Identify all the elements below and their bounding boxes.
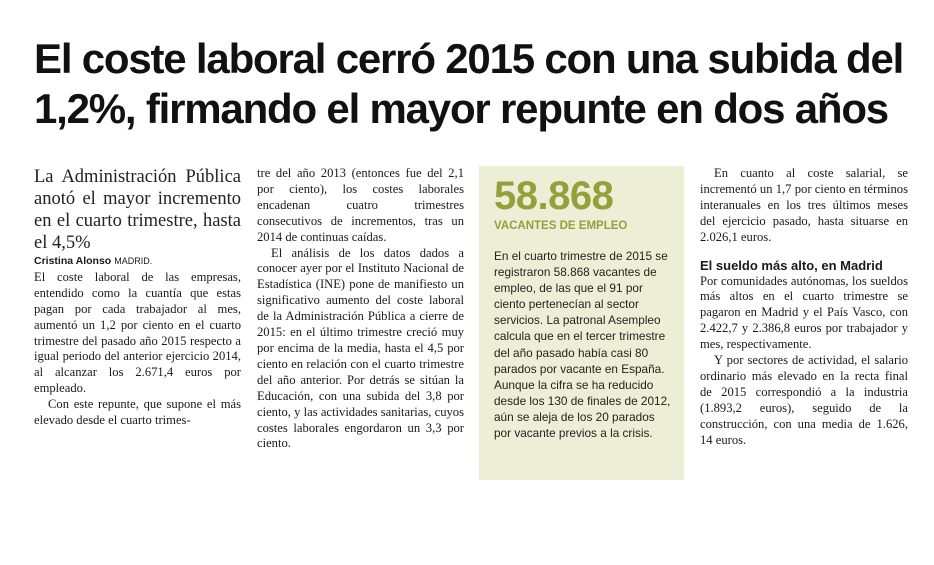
paragraph: En cuanto al coste salarial, se incrementó un 1,7 por ciento en términos interanuales en los tres últimos meses del ejercicio pasado, hasta situarse en 2.026,1 euros. bbox=[700, 166, 908, 244]
paragraph: tre del año 2013 (entonces fue del 2,1 por ciento), los costes laborales encadenan cuatro trimestres consecutivos de incrementos, tras un 2014 de continuas caídas. bbox=[257, 166, 464, 244]
byline bbox=[34, 254, 241, 270]
paragraph: Y por sectores de actividad, el salario ordinario más elevado en la recta final de 2015 correspondió a la industria (1.893,2 euros), seguido de la construcción, con una media de 1.626, 14 euros. bbox=[700, 353, 908, 447]
sidebar-text: En el cuarto trimestre de 2015 se registraron 58.868 vacantes de empleo, de las que el 91 por ciento pertenecían al sector servicios. La patronal Asempleo calcula que en el tercer trimestre del año pasado había casi 80 parados por vacante en España. Aunque la cifra se ha reducido desde los 130 de finales de 2012, aún se aleja de los 20 parados por vacante previos a la crisis. bbox=[494, 249, 671, 441]
column-1 bbox=[34, 166, 241, 429]
paragraph: El análisis de los datos dados a conocer ayer por el Instituto Nacional de Estadística (INE) pone de manifiesto un significativo aumento del coste laboral de la Administración Pública a cierre de 2015: en el último trimestre creció muy por encima de la media, hasta el 4,5 por ciento en relación con el cuarto trimestre del año anterior. Por detrás se sitúan la Educación, con una subida del 3,8 por ciento, y las actividades sanitarias, cuyos costes laborales engordaron un 3,3 por ciento. bbox=[257, 245, 464, 451]
headline-line-1: El coste laboral cerró 2015 con una subida del bbox=[34, 35, 904, 82]
section-heading: El sueldo más alto, en Madrid bbox=[700, 257, 883, 273]
vacancies-number: 58.868 bbox=[494, 174, 614, 218]
vacancies-label: VACANTES DE EMPLEO bbox=[494, 220, 628, 232]
paragraph: El coste laboral de las empresas, entendido como la cuantía que estas pagan por cada trabajador al mes, aumentó un 1,2 por ciento en el cuarto trimestre del pasado año 2015 respecto a igual periodo del anterior ejercicio 2014, al alcanzar los 2.671,4 euros por empleado. bbox=[34, 269, 241, 396]
headline-line-2: 1,2%, firmando el mayor repunte en dos años bbox=[34, 85, 888, 132]
headline bbox=[34, 34, 914, 134]
vacancies-sidebar bbox=[479, 166, 684, 480]
column-2 bbox=[257, 166, 464, 452]
byline-city: MADRID. bbox=[114, 256, 153, 266]
subheadline: La Administración Pública anotó el mayor incremento en el cuarto trimestre, hasta el 4,5% bbox=[34, 167, 241, 253]
paragraph: Por comunidades autónomas, los sueldos más altos en el cuarto trimestre se pagaron en Madrid y el País Vasco, con 2.422,7 y 2.386,8 euros por trabajador y mes, respectivamente. bbox=[700, 273, 908, 352]
paragraph: Con este repunte, que supone el más elevado desde el cuarto trimes- bbox=[34, 397, 241, 428]
author-name: Cristina Alonso bbox=[34, 255, 112, 267]
column-4 bbox=[700, 166, 908, 449]
